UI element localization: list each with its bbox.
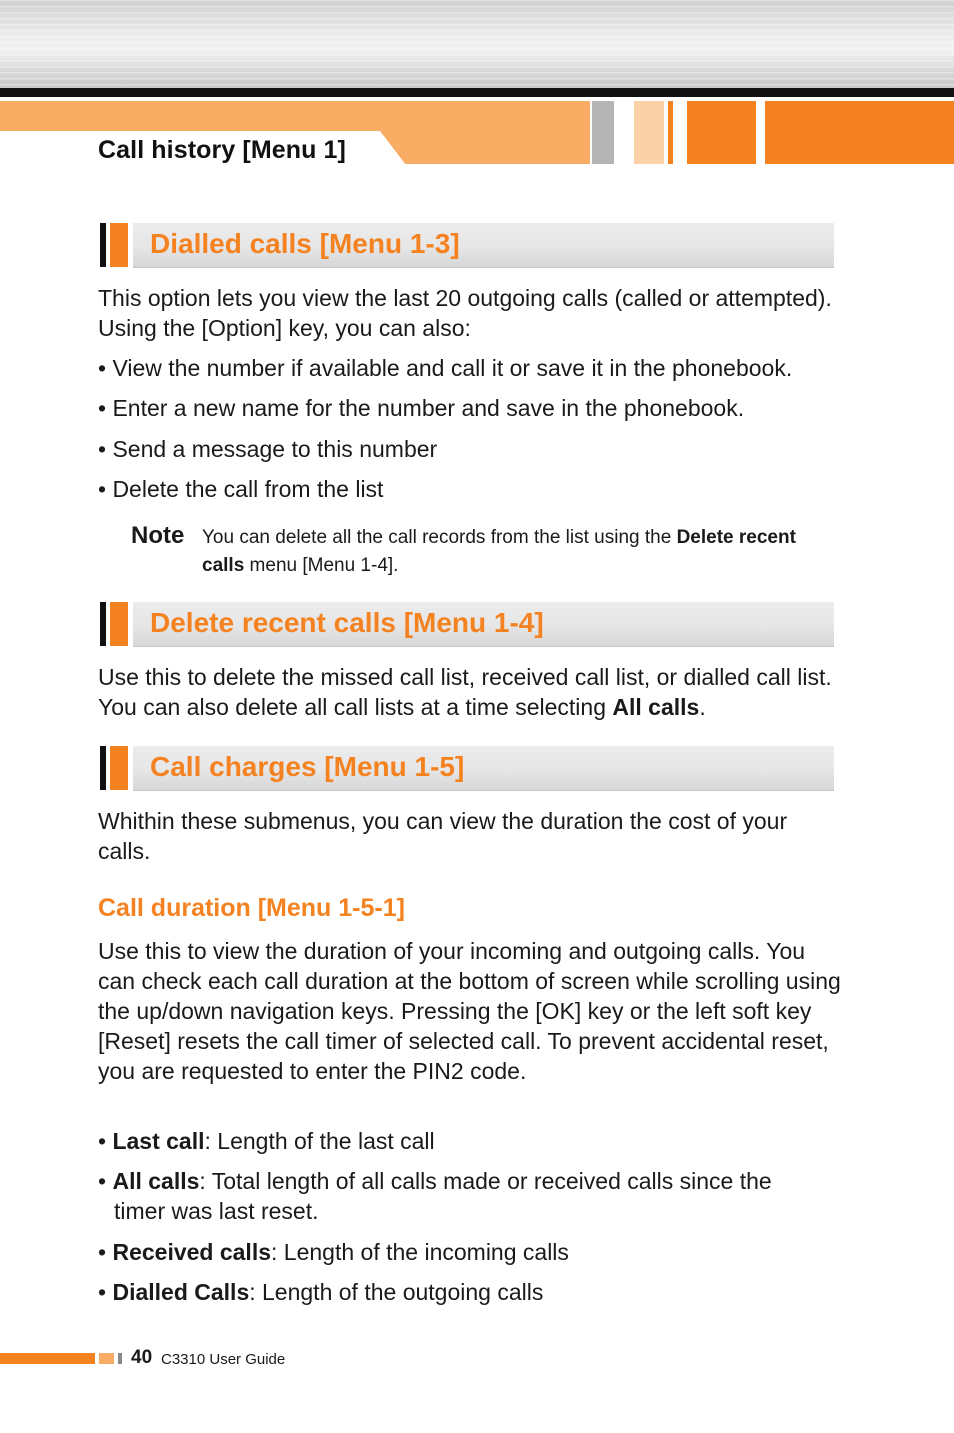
footer-orange-bar xyxy=(0,1353,95,1364)
list-item: • Last call: Length of the last call xyxy=(98,1128,435,1154)
all-calls-bold: All calls xyxy=(612,694,700,720)
header-peach-block xyxy=(634,101,664,164)
note-text: You can delete all the call records from the list using the Delete recent calls menu [Menu 1-4]. xyxy=(202,527,796,576)
header-thin-orange-block xyxy=(668,101,673,164)
page-header-title: Call history [Menu 1] xyxy=(98,136,346,164)
note-label: Note xyxy=(131,522,185,549)
heading-orange-marker xyxy=(110,223,128,267)
header-orange-tab xyxy=(380,131,590,164)
header-rule xyxy=(0,88,954,97)
list-item: • Enter a new name for the number and save in the phonebook. xyxy=(98,395,745,421)
section-heading-dialled-calls xyxy=(100,223,834,267)
header-orange-block xyxy=(687,101,756,164)
note-bold-menu: Delete recent calls xyxy=(202,527,796,576)
section-heading-call-charges xyxy=(100,746,834,790)
footer-peach-bar xyxy=(99,1353,114,1364)
guide-title: C3310 User Guide xyxy=(161,1351,286,1368)
header-orange-band xyxy=(0,101,590,131)
list-item: • Send a message to this number xyxy=(98,436,438,462)
page-number: 40 xyxy=(131,1347,153,1368)
list-item: • Delete the call from the list xyxy=(98,476,384,502)
heading-black-marker xyxy=(100,746,106,790)
footer-gray-bar xyxy=(118,1353,122,1364)
section-title: Dialled calls [Menu 1-3] xyxy=(150,228,460,259)
call-duration-body: Use this to view the duration of your incoming and outgoing calls. You can check each call duration at the bottom of screen while scrolling using the up/down navigation keys. Pressing the [OK] key or the left soft key [Reset] resets the call timer of selected call. To prevent accidental reset, you are requested to enter the PIN2 code. xyxy=(98,938,841,1084)
header-orange-block-wide xyxy=(765,101,954,164)
header-background xyxy=(0,0,954,88)
heading-orange-marker xyxy=(110,602,128,646)
list-item: • Received calls: Length of the incoming calls xyxy=(98,1239,569,1265)
dialled-calls-intro: This option lets you view the last 20 outgoing calls (called or attempted). Using the [Option] key, you can also: xyxy=(98,285,832,341)
section-heading-delete-recent-calls xyxy=(100,602,834,646)
header-gray-block xyxy=(592,101,614,164)
subsection-title: Call duration [Menu 1-5-1] xyxy=(98,894,405,922)
list-item: • Dialled Calls: Length of the outgoing calls xyxy=(98,1279,544,1305)
call-charges-intro: Whithin these submenus, you can view the duration the cost of your calls. xyxy=(98,808,788,864)
list-item: • All calls: Total length of all calls made or received calls since the timer was last reset. xyxy=(98,1168,772,1224)
heading-black-marker xyxy=(100,223,106,267)
section-title: Call charges [Menu 1-5] xyxy=(150,751,465,782)
heading-orange-marker xyxy=(110,746,128,790)
heading-black-marker xyxy=(100,602,106,646)
section-title: Delete recent calls [Menu 1-4] xyxy=(150,607,544,638)
delete-recent-calls-body: Use this to delete the missed call list, received call list, or dialled call list. You can also delete all call lists at a time selecting All calls. xyxy=(98,664,832,720)
list-item: • View the number if available and call it or save it in the phonebook. xyxy=(98,355,793,381)
